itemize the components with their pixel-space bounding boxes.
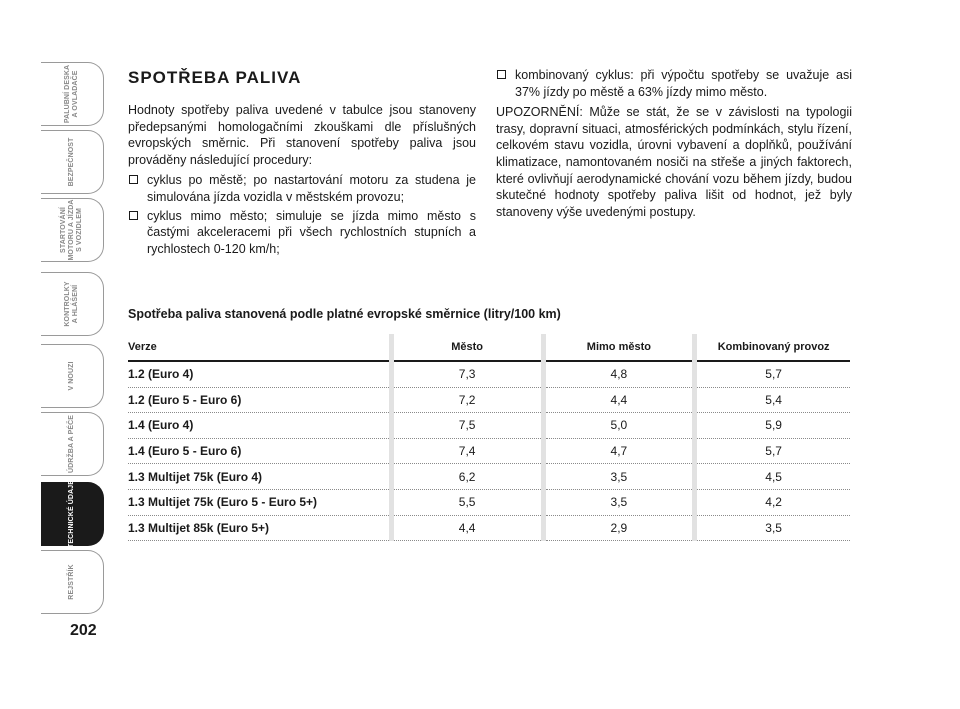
list-item <box>128 172 476 205</box>
cell-combined: 5,4 <box>695 387 850 413</box>
list-item-text: cyklus po městě; po nastartování motoru za studena je simulována jízda vozidla v městském provozu; <box>147 173 476 204</box>
cell-version: 1.4 (Euro 4) <box>128 413 391 439</box>
tab-label: ÚDRŽBA A PÉČE <box>68 414 75 474</box>
tab-v-nouzi[interactable] <box>41 344 104 408</box>
table-row <box>128 489 850 515</box>
cell-version: 1.2 (Euro 4) <box>128 361 391 387</box>
warning-paragraph: UPOZORNĚNÍ: Může se stát, že se v závislosti na typologii trasy, dopravní situaci, atmosférických podmínkách, stylu řízení, celkovém stavu vozidla, úrovni vybavení a doplňků, používání klimatizace, namontovaném nosiči na střeše a jiných faktorech, které ovlivňují aerodynamické chování vozu během jízdy, budou skutečné hodnoty spotřeby paliva lišit od hodnot, jež byly stanoveny výše uvedenými postupy. <box>496 105 852 219</box>
cell-extra-urban: 3,5 <box>543 464 695 490</box>
column-header-version: Verze <box>128 334 391 361</box>
checkbox-bullet-icon <box>129 211 138 220</box>
cell-combined: 4,2 <box>695 489 850 515</box>
tab-label: TECHNICKÉ ÚDAJE <box>68 479 75 549</box>
cell-version: 1.3 Multijet 85k (Euro 5+) <box>128 515 391 541</box>
tab-label: STARTOVÁNÍ MOTORU A JÍZDA S VOZIDLEM <box>60 199 83 261</box>
cell-extra-urban: 4,4 <box>543 387 695 413</box>
page-number: 202 <box>70 622 97 639</box>
tab-label: BEZPEČNOST <box>68 137 75 187</box>
table-row <box>128 387 850 413</box>
table-row <box>128 438 850 464</box>
tab-label: PALUBNÍ DESKA A OVLADAČE <box>64 64 79 124</box>
cell-combined: 5,7 <box>695 438 850 464</box>
fuel-consumption-table <box>128 334 850 541</box>
cell-city: 7,5 <box>391 413 543 439</box>
tab-label: REJSTŘÍK <box>68 564 75 600</box>
table-row <box>128 361 850 387</box>
intro-paragraph: Hodnoty spotřeby paliva uvedené v tabulce jsou stanoveny předepsanými homologačními zkouškami dle příslušných evropských směrnic. Při stanovení spotřeby paliva jsou prováděny následující procedury: <box>128 103 476 167</box>
tab-technicke-udaje[interactable] <box>41 479 104 549</box>
tab-kontrolky[interactable] <box>41 272 104 336</box>
tab-label: KONTROLKY A HLÁŠENÍ <box>64 281 79 327</box>
procedure-list <box>128 172 476 257</box>
table-row <box>128 515 850 541</box>
cell-combined: 5,9 <box>695 413 850 439</box>
list-item-text: kombinovaný cyklus: při výpočtu spotřeby se uvažuje asi 37% jízdy po městě a 63% jízdy mimo město. <box>515 68 852 99</box>
tab-bezpecnost[interactable] <box>41 130 104 194</box>
cell-version: 1.4 (Euro 5 - Euro 6) <box>128 438 391 464</box>
tab-udrzba[interactable] <box>41 412 104 476</box>
cell-extra-urban: 4,8 <box>543 361 695 387</box>
cell-city: 7,4 <box>391 438 543 464</box>
cell-city: 7,2 <box>391 387 543 413</box>
tab-startovani[interactable] <box>41 198 104 262</box>
column-header-city: Město <box>391 334 543 361</box>
text-column-left <box>128 68 476 259</box>
table-header-row <box>128 334 850 361</box>
cell-city: 4,4 <box>391 515 543 541</box>
cell-version: 1.3 Multijet 75k (Euro 4) <box>128 464 391 490</box>
tab-label: V NOUZI <box>68 361 75 391</box>
table-caption: Spotřeba paliva stanovená podle platné evropské směrnice (litry/100 km) <box>128 307 561 321</box>
table-row <box>128 464 850 490</box>
cell-combined: 5,7 <box>695 361 850 387</box>
list-item-text: cyklus mimo město; simuluje se jízda mimo město s častými akceleracemi při všech rychlostních stupních a rychlostech 0-120 km/h; <box>147 208 476 256</box>
cell-city: 5,5 <box>391 489 543 515</box>
cell-combined: 4,5 <box>695 464 850 490</box>
section-title: SPOTŘEBA PALIVA <box>128 68 302 87</box>
cell-extra-urban: 5,0 <box>543 413 695 439</box>
cell-extra-urban: 3,5 <box>543 489 695 515</box>
cell-extra-urban: 4,7 <box>543 438 695 464</box>
column-header-combined: Kombinovaný provoz <box>695 334 850 361</box>
list-item <box>128 208 476 258</box>
checkbox-bullet-icon <box>497 70 506 79</box>
column-header-extra-urban: Mimo město <box>543 334 695 361</box>
cell-city: 6,2 <box>391 464 543 490</box>
checkbox-bullet-icon <box>129 175 138 184</box>
cell-city: 7,3 <box>391 361 543 387</box>
cell-extra-urban: 2,9 <box>543 515 695 541</box>
procedure-list-continued <box>496 67 852 100</box>
cell-version: 1.2 (Euro 5 - Euro 6) <box>128 387 391 413</box>
list-item <box>496 67 852 100</box>
table-row <box>128 413 850 439</box>
tab-rejstrik[interactable] <box>41 550 104 614</box>
text-column-right <box>496 67 852 224</box>
cell-combined: 3,5 <box>695 515 850 541</box>
cell-version: 1.3 Multijet 75k (Euro 5 - Euro 5+) <box>128 489 391 515</box>
tab-palubni-deska[interactable] <box>41 62 104 126</box>
